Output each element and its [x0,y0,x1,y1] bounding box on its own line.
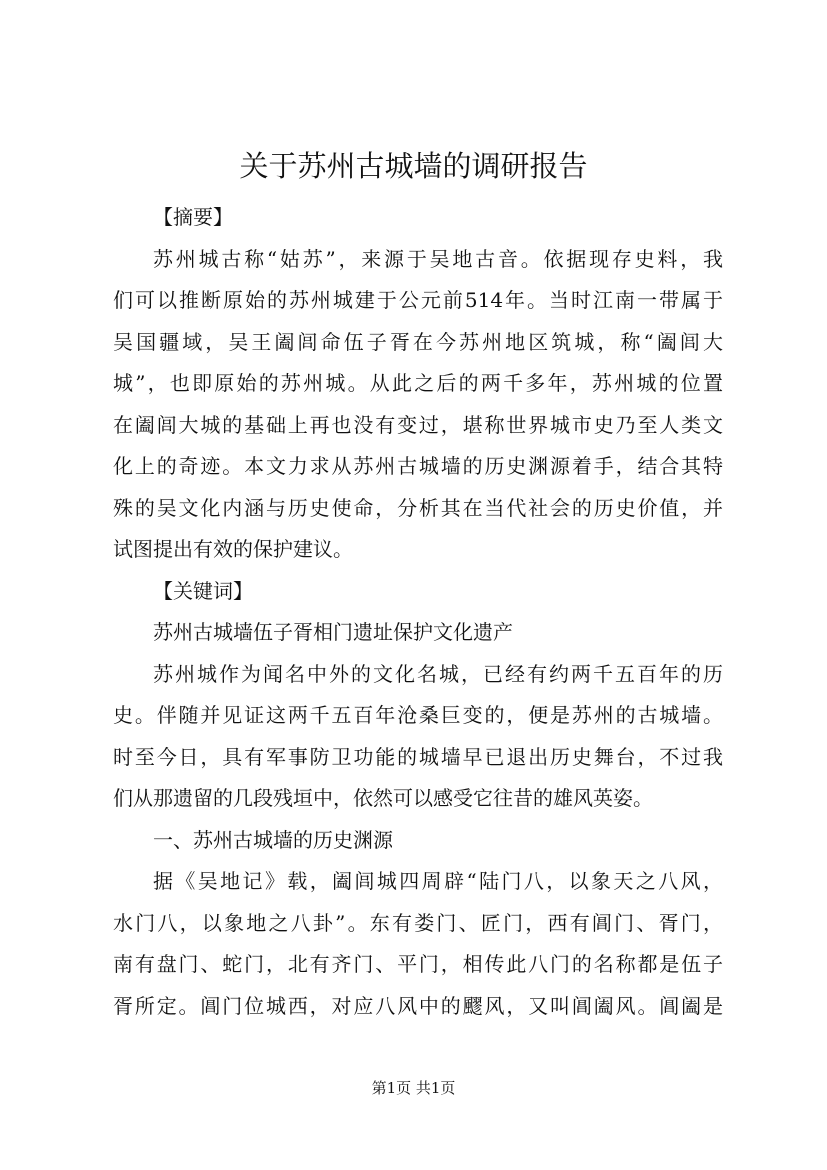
text-line: 【关键词】 [153,578,253,603]
text-line: 化上的奇迹。本文力求从苏州古城墙的历史渊源着手，结合其特 [113,454,723,478]
text-line: 城”，也即原始的苏州城。从此之后的两千多年，苏州城的位置 [113,371,723,395]
document-body [113,197,723,1027]
page-footer: 第1页 共1页 [371,1079,456,1097]
text-line: 水门八，以象地之八卦”。东有娄门、匠门，西有阊门、胥门， [113,910,723,935]
text-line: 【摘要】 [153,205,233,229]
text-line: 据《吴地记》载，阖闾城四周辟“陆门八，以象天之八风， [153,869,723,893]
text-line: 一、苏州古城墙的历史渊源 [153,827,393,852]
text-line: 胥所定。阊门位城西，对应八风中的飂风，又叫阊阖风。阊阖是 [113,993,723,1018]
text-line: 在阖闾大城的基础上再也没有变过，堪称世界城市史乃至人类文 [113,412,723,437]
text-line: 苏州城古称“姑苏”，来源于吴地古音。依据现存史料，我 [153,246,723,271]
text-line: 殊的吴文化内涵与历史使命，分析其在当代社会的历史价值，并 [113,495,723,520]
document-title: 关于苏州古城墙的调研报告 [239,149,588,183]
text-line: 南有盘门、蛇门，北有齐门、平门，相传此八门的名称都是伍子 [113,952,723,976]
text-line: 史。伴随并见证这两千五百年沧桑巨变的，便是苏州的古城墙。 [113,703,723,727]
text-line: 苏州城作为闻名中外的文化名城，已经有约两千五百年的历 [153,661,723,686]
text-line: 时至今日，具有军事防卫功能的城墙早已退出历史舞台，不过我 [113,744,723,769]
text-line: 们可以推断原始的苏州城建于公元前514年。当时江南一带属于 [113,288,723,312]
text-line: 试图提出有效的保护建议。 [113,537,353,561]
text-line: 们从那遗留的几段残垣中，依然可以感受它往昔的雄风英姿。 [113,786,653,810]
text-line: 苏州古城墙伍子胥相门遗址保护文化遗产 [153,620,513,644]
text-line: 吴国疆域，吴王阖闾命伍子胥在今苏州地区筑城，称“阖闾大 [113,329,723,354]
